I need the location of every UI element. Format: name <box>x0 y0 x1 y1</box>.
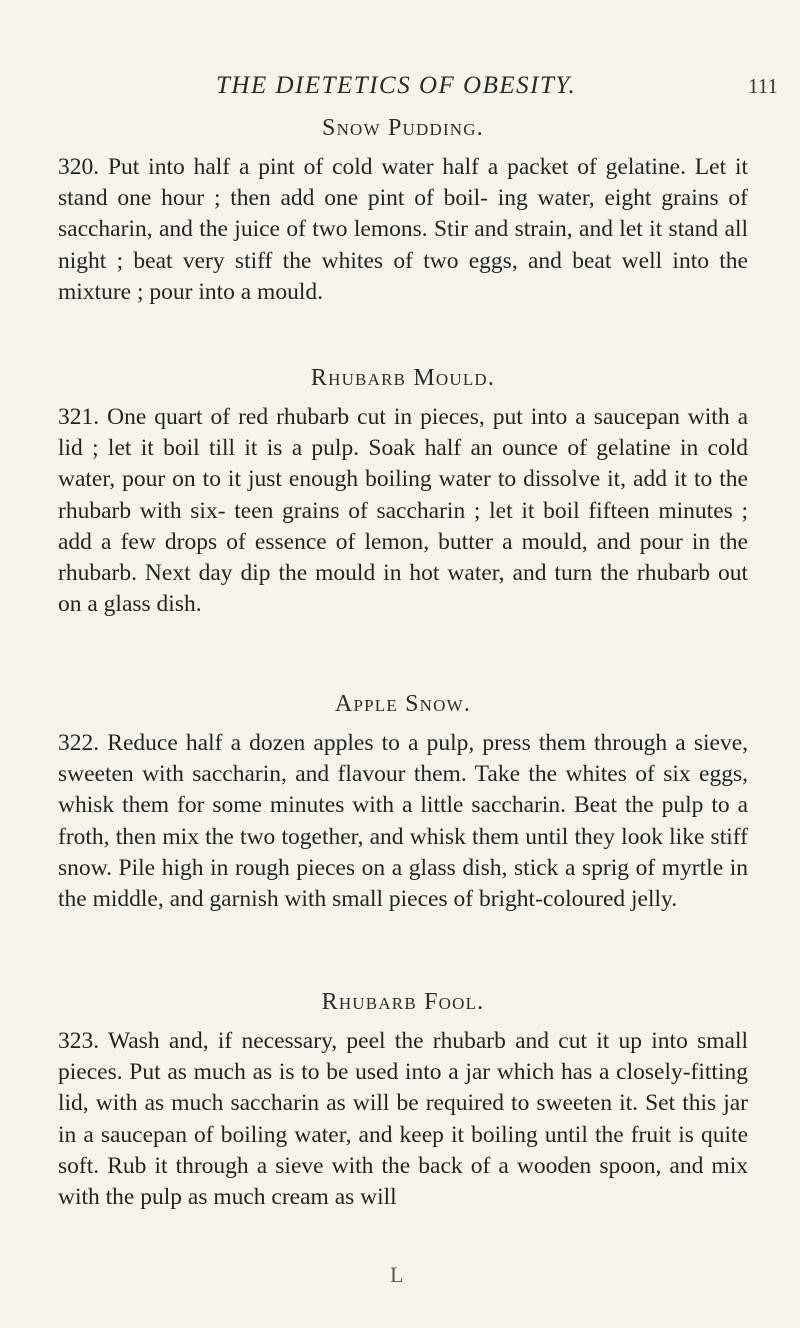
recipe-paragraph <box>58 402 748 620</box>
recipe-snow-pudding <box>58 112 748 308</box>
running-head <box>0 72 800 102</box>
recipe-heading: Snow Pudding. <box>322 115 484 141</box>
recipe-heading: Rhubarb Fool. <box>321 989 485 1015</box>
recipe-paragraph <box>58 728 748 915</box>
recipe-number: 323. <box>58 1028 100 1054</box>
recipe-number: 321. <box>58 404 100 430</box>
recipe-body: Reduce half a dozen apples to a pulp, press them through a sieve, sweeten with saccharin, and flavour them. Take the whites of six eggs, whisk them for some minutes with a little saccharin. Beat the pulp to a froth, then mix the two together, and whisk them until they look like stiff snow. Pile high in rough pieces on a glass dish, stick a sprig of myrtle in the middle, and garnish with small pieces of bright-coloured jelly. <box>58 730 749 913</box>
recipe-body: Wash and, if necessary, peel the rhubarb and cut it up into small pieces. Put as much as is to be used into a jar which has a closely-fitting lid, with as much saccharin as will be required to sweeten it. Set this jar in a saucepan of boiling water, and keep it boiling until the fruit is quite soft. Rub it through a sieve with the back of a wooden spoon, and mix with the pulp as much cream as will <box>58 1028 748 1211</box>
recipe-paragraph <box>58 1026 748 1213</box>
signature-mark: L <box>390 1262 404 1287</box>
recipe-number: 320. <box>58 154 100 180</box>
recipe-heading: Apple Snow. <box>334 691 472 717</box>
recipe-number: 322. <box>58 730 100 756</box>
recipe-body: Put into half a pint of cold water half a packet of gelatine. Let it stand one hour ; then add one pint of boil- ing water, eight grains of saccharin, and the juice of two lemons. Stir and strain, and let it stand all night ; beat very stiff the whites of two eggs, and beat well into the mixture ; pour into a mould. <box>58 154 749 305</box>
recipe-apple-snow <box>58 688 748 915</box>
running-title: THE DIETETICS OF OBESITY. <box>216 72 577 99</box>
recipe-paragraph <box>58 152 748 308</box>
page-number: 111 <box>748 74 778 98</box>
recipe-rhubarb-fool <box>58 986 748 1213</box>
recipe-body: One quart of red rhubarb cut in pieces, put into a saucepan with a lid ; let it boil till it is a pulp. Soak half an ounce of gelatine in cold water, pour on to it just enough boiling water to dissolve it, add it to the rhubarb with six- teen grains of saccharin ; let it boil fifteen minutes ; add a few drops of essence of lemon, butter a mould, and pour in the rhubarb. Next day dip the mould in hot water, and turn the rhubarb out on a glass dish. <box>58 404 749 618</box>
recipe-rhubarb-mould <box>58 362 748 620</box>
recipe-heading: Rhubarb Mould. <box>310 365 496 391</box>
